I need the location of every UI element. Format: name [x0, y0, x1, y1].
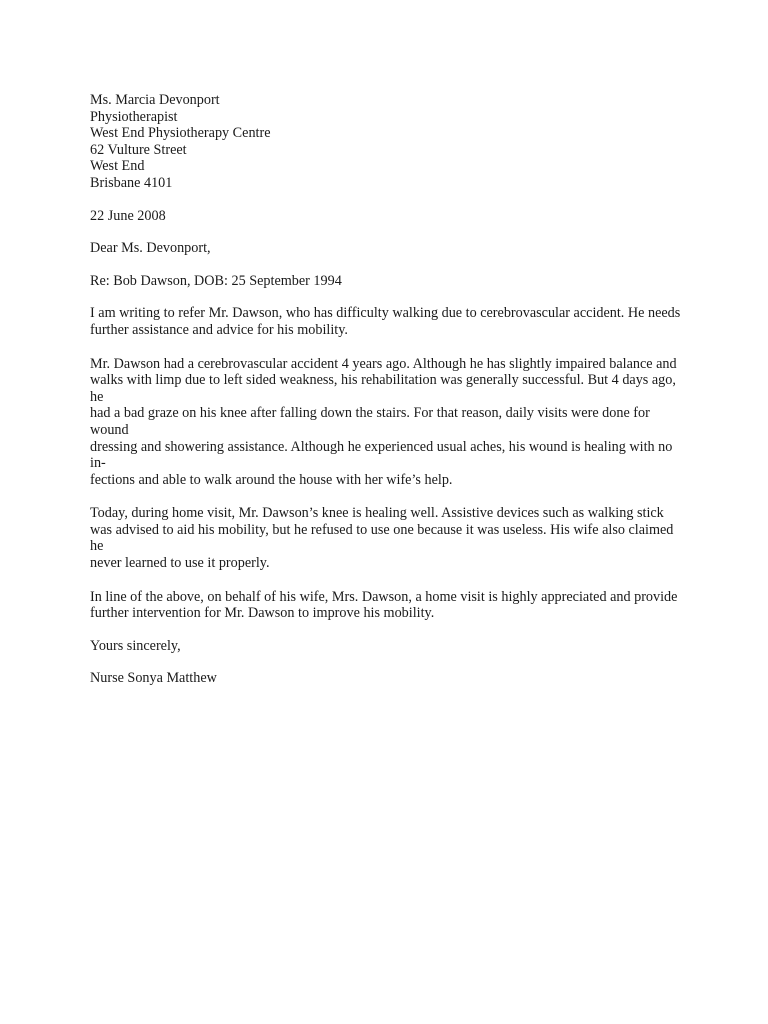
- letter-body: [90, 92, 690, 687]
- body-paragraph-3: Today, during home visit, Mr. Dawson’s knee is healing well. Assistive devices such as walking stick was advised to aid his mobility, but he refused to use one because it was useless. His wife also claimed he never learned to use it properly.: [90, 505, 674, 572]
- letter-date: 22 June 2008: [90, 207, 166, 224]
- subject-line: Re: Bob Dawson, DOB: 25 September 1994: [90, 272, 342, 289]
- body-paragraph-2: Mr. Dawson had a cerebrovascular accident 4 years ago. Although he has slightly impaired balance and walks with limp due to left sided weakness, his rehabilitation was generally successful. But 4 days ago, he had a bad graze on his knee after falling down the stairs. For that reason, daily visits were done for wound dressing and showering assistance. Although he experienced usual aches, his wound is healing with no in- fections and able to walk around the house with her wife’s help.: [90, 355, 677, 488]
- salutation: Dear Ms. Devonport,: [90, 240, 211, 257]
- closing: Yours sincerely,: [90, 637, 181, 654]
- recipient-address-block: [90, 92, 690, 192]
- recipient-street: 62 Vulture Street: [90, 141, 187, 158]
- recipient-city: Brisbane 4101: [90, 174, 173, 191]
- recipient-suburb: West End: [90, 158, 145, 175]
- body-paragraph-4: In line of the above, on behalf of his wife, Mrs. Dawson, a home visit is highly appreciated and provide further intervention for Mr. Dawson to improve his mobility.: [90, 588, 678, 622]
- signature: Nurse Sonya Matthew: [90, 670, 217, 687]
- body-paragraph-1: I am writing to refer Mr. Dawson, who has difficulty walking due to cerebrovascular accident. He needs further assistance and advice for his mobility.: [90, 305, 681, 338]
- recipient-title: Physiotherapist: [90, 108, 178, 125]
- recipient-organization: West End Physiotherapy Centre: [90, 125, 271, 142]
- recipient-name: Ms. Marcia Devonport: [90, 92, 220, 108]
